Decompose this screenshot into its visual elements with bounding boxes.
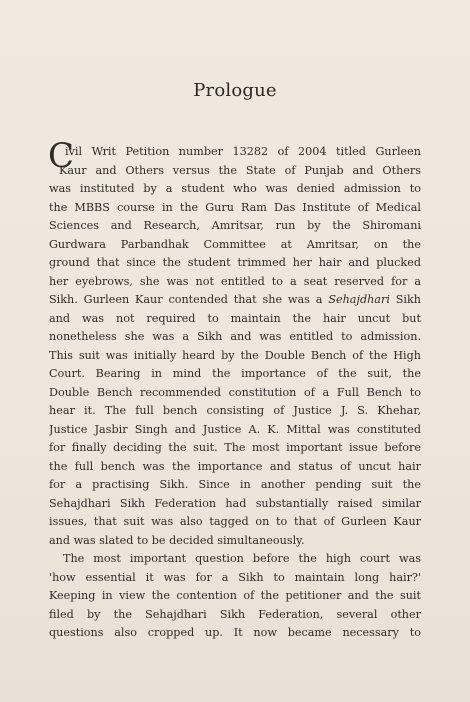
text-line: Keeping in view the contention of the petitioner and the suit xyxy=(49,589,421,602)
text-line: The most important question before the high court was xyxy=(63,552,421,565)
text-line: Sehajdhari Sikh Federation had substantially raised similar xyxy=(49,496,421,510)
text-line: issues, that suit was also tagged on to that of Gurleen Kaur xyxy=(49,515,421,528)
text-line: ivil Writ Petition number 13282 of 2004 titled Gurleen xyxy=(65,145,421,158)
text-line: questions also cropped up. It now became necessary to xyxy=(49,626,421,639)
body-text xyxy=(48,136,421,643)
page-title: Prologue xyxy=(193,80,277,101)
text-line: the MBBS course in the Guru Ram Das Institute of Medical xyxy=(49,200,421,214)
text-line: her eyebrows, she was not entitled to a seat reserved for a xyxy=(49,274,421,288)
text-line: Double Bench recommended constitution of a Full Bench to xyxy=(49,385,421,399)
text-line: Justice Jasbir Singh and Justice A. K. Mittal was constituted xyxy=(49,422,421,436)
text-line: Kaur and Others versus the State of Punjab and Others xyxy=(59,163,421,177)
italic-term: Sehajdhari xyxy=(328,293,390,306)
text-line: nonetheless she was a Sikh and was entitled to admission. xyxy=(49,330,421,343)
text-line: Court. Bearing in mind the importance of the suit, the xyxy=(49,367,421,380)
text-line: was instituted by a student who was denied admission to xyxy=(49,182,421,195)
drop-cap: C xyxy=(48,136,75,176)
text-line: for finally deciding the suit. The most important issue before xyxy=(49,441,421,454)
text-line: and was not required to maintain the hair uncut but xyxy=(49,311,421,325)
text-line: ground that since the student trimmed her hair and plucked xyxy=(49,256,421,269)
text-line: This suit was initially heard by the Double Bench of the High xyxy=(49,348,421,362)
text-line: Sciences and Research, Amritsar, run by the Shiromani xyxy=(49,219,421,232)
text-line: Sikh. Gurleen Kaur contended that she was a Sehajdhari Sikh xyxy=(49,293,421,306)
text-line: Gurdwara Parbandhak Committee at Amritsar, on the xyxy=(49,237,421,251)
text-line: and was slated to be decided simultaneously. xyxy=(49,533,305,547)
text-line: 'how essential it was for a Sikh to maintain long hair?' xyxy=(49,570,421,584)
text-line: the full bench was the importance and status of uncut hair xyxy=(49,459,421,473)
text-line: hear it. The full bench consisting of Justice J. S. Khehar, xyxy=(49,404,421,417)
text-line: for a practising Sikh. Since in another pending suit the xyxy=(49,478,421,491)
text-line: filed by the Sehajdhari Sikh Federation, several other xyxy=(49,607,421,621)
